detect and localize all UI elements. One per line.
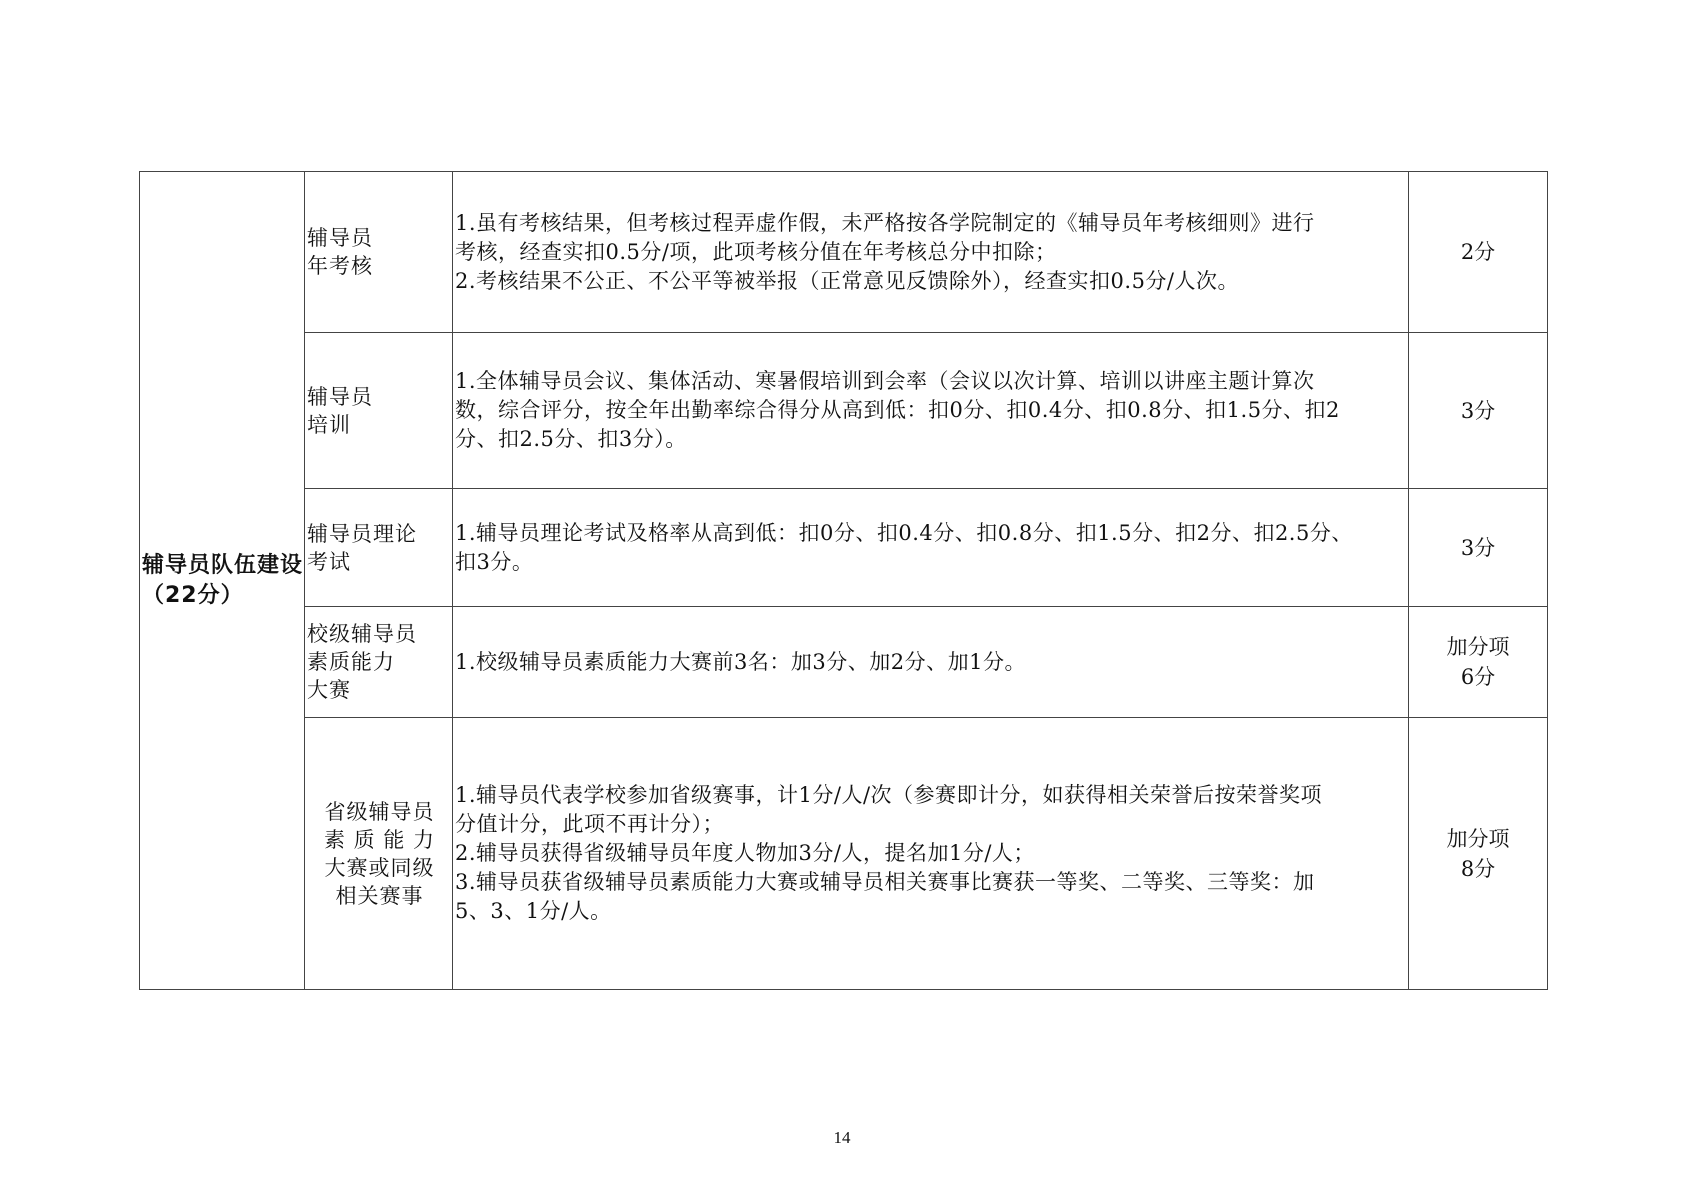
table-row <box>140 172 1548 333</box>
score-value: 8分 <box>1460 856 1496 881</box>
content-line: 2.辅导员获得省级辅导员年度人物加3分/人，提名加1分/人； <box>455 841 1035 865</box>
table-row <box>140 607 1548 718</box>
score-type: 加分项 <box>1446 635 1510 659</box>
item-label: 校级辅导员 素质能力 大赛 <box>307 622 417 702</box>
content-line: 2.考核结果不公正、不公平等被举报（正常意见反馈除外），经查实扣0.5分/人次。 <box>455 268 1240 293</box>
item-label: 辅导员理论 考试 <box>307 521 417 574</box>
content-line: 1.虽有考核结果，但考核过程弄虚作假，未严格按各学院制定的《辅导员年考核细则》进行 <box>455 210 1315 235</box>
content-line: 1.辅导员理论考试及格率从高到低：扣0分、扣0.4分、扣0.8分、扣1.5分、扣2分、扣2.5分、 <box>455 520 1353 545</box>
content-cell <box>453 333 1409 489</box>
table-row <box>140 333 1548 489</box>
item-label: 辅导员 年考核 <box>307 226 373 278</box>
content-line: 分、扣2.5分、扣3分）。 <box>455 427 687 451</box>
content-line: 数，综合评分，按全年出勤率综合得分从高到低：扣0分、扣0.4分、扣0.8分、扣1.5分、扣2 <box>455 398 1340 422</box>
item-cell <box>305 489 453 607</box>
score-cell <box>1409 718 1548 990</box>
category-label: 辅导员队伍建设（22分） <box>142 552 304 608</box>
content-line: 1.校级辅导员素质能力大赛前3名：加3分、加2分、加1分。 <box>455 649 1026 674</box>
score-value: 2分 <box>1460 240 1496 264</box>
score-value: 3分 <box>1460 535 1496 560</box>
score-value: 3分 <box>1460 398 1496 423</box>
score-cell <box>1409 172 1548 333</box>
item-label: 省级辅导员 素 质 能 力 大赛或同级 相关赛事 <box>323 799 436 908</box>
page-number: 14 <box>833 1128 851 1147</box>
table-row <box>140 489 1548 607</box>
category-cell <box>140 172 305 990</box>
content-cell <box>453 718 1409 990</box>
content-line: 考核，经查实扣0.5分/项，此项考核分值在年考核总分中扣除； <box>455 239 1057 264</box>
assessment-table <box>139 171 1548 990</box>
content-cell <box>453 172 1409 333</box>
score-cell <box>1409 333 1548 489</box>
item-cell <box>305 333 453 489</box>
content-line: 5、3、1分/人。 <box>455 899 612 923</box>
content-line: 分值计分，此项不再计分）； <box>455 812 724 836</box>
item-cell <box>305 172 453 333</box>
score-cell <box>1409 489 1548 607</box>
content-line: 3.辅导员获省级辅导员素质能力大赛或辅导员相关赛事比赛获一等奖、二等奖、三等奖：加 <box>455 870 1315 894</box>
content-cell <box>453 607 1409 718</box>
item-cell <box>305 607 453 718</box>
content-line: 1.辅导员代表学校参加省级赛事，计1分/人/次（参赛即计分，如获得相关荣誉后按荣誉奖项 <box>455 783 1323 807</box>
content-cell <box>453 489 1409 607</box>
content-line: 1.全体辅导员会议、集体活动、寒暑假培训到会率（会议以次计算、培训以讲座主题计算次 <box>455 369 1315 393</box>
score-type: 加分项 <box>1446 826 1510 851</box>
score-value: 6分 <box>1460 665 1496 689</box>
content-line: 扣3分。 <box>455 549 534 574</box>
score-cell <box>1409 607 1548 718</box>
table-row <box>140 718 1548 990</box>
item-label: 辅导员 培训 <box>307 384 373 437</box>
item-cell <box>305 718 453 990</box>
